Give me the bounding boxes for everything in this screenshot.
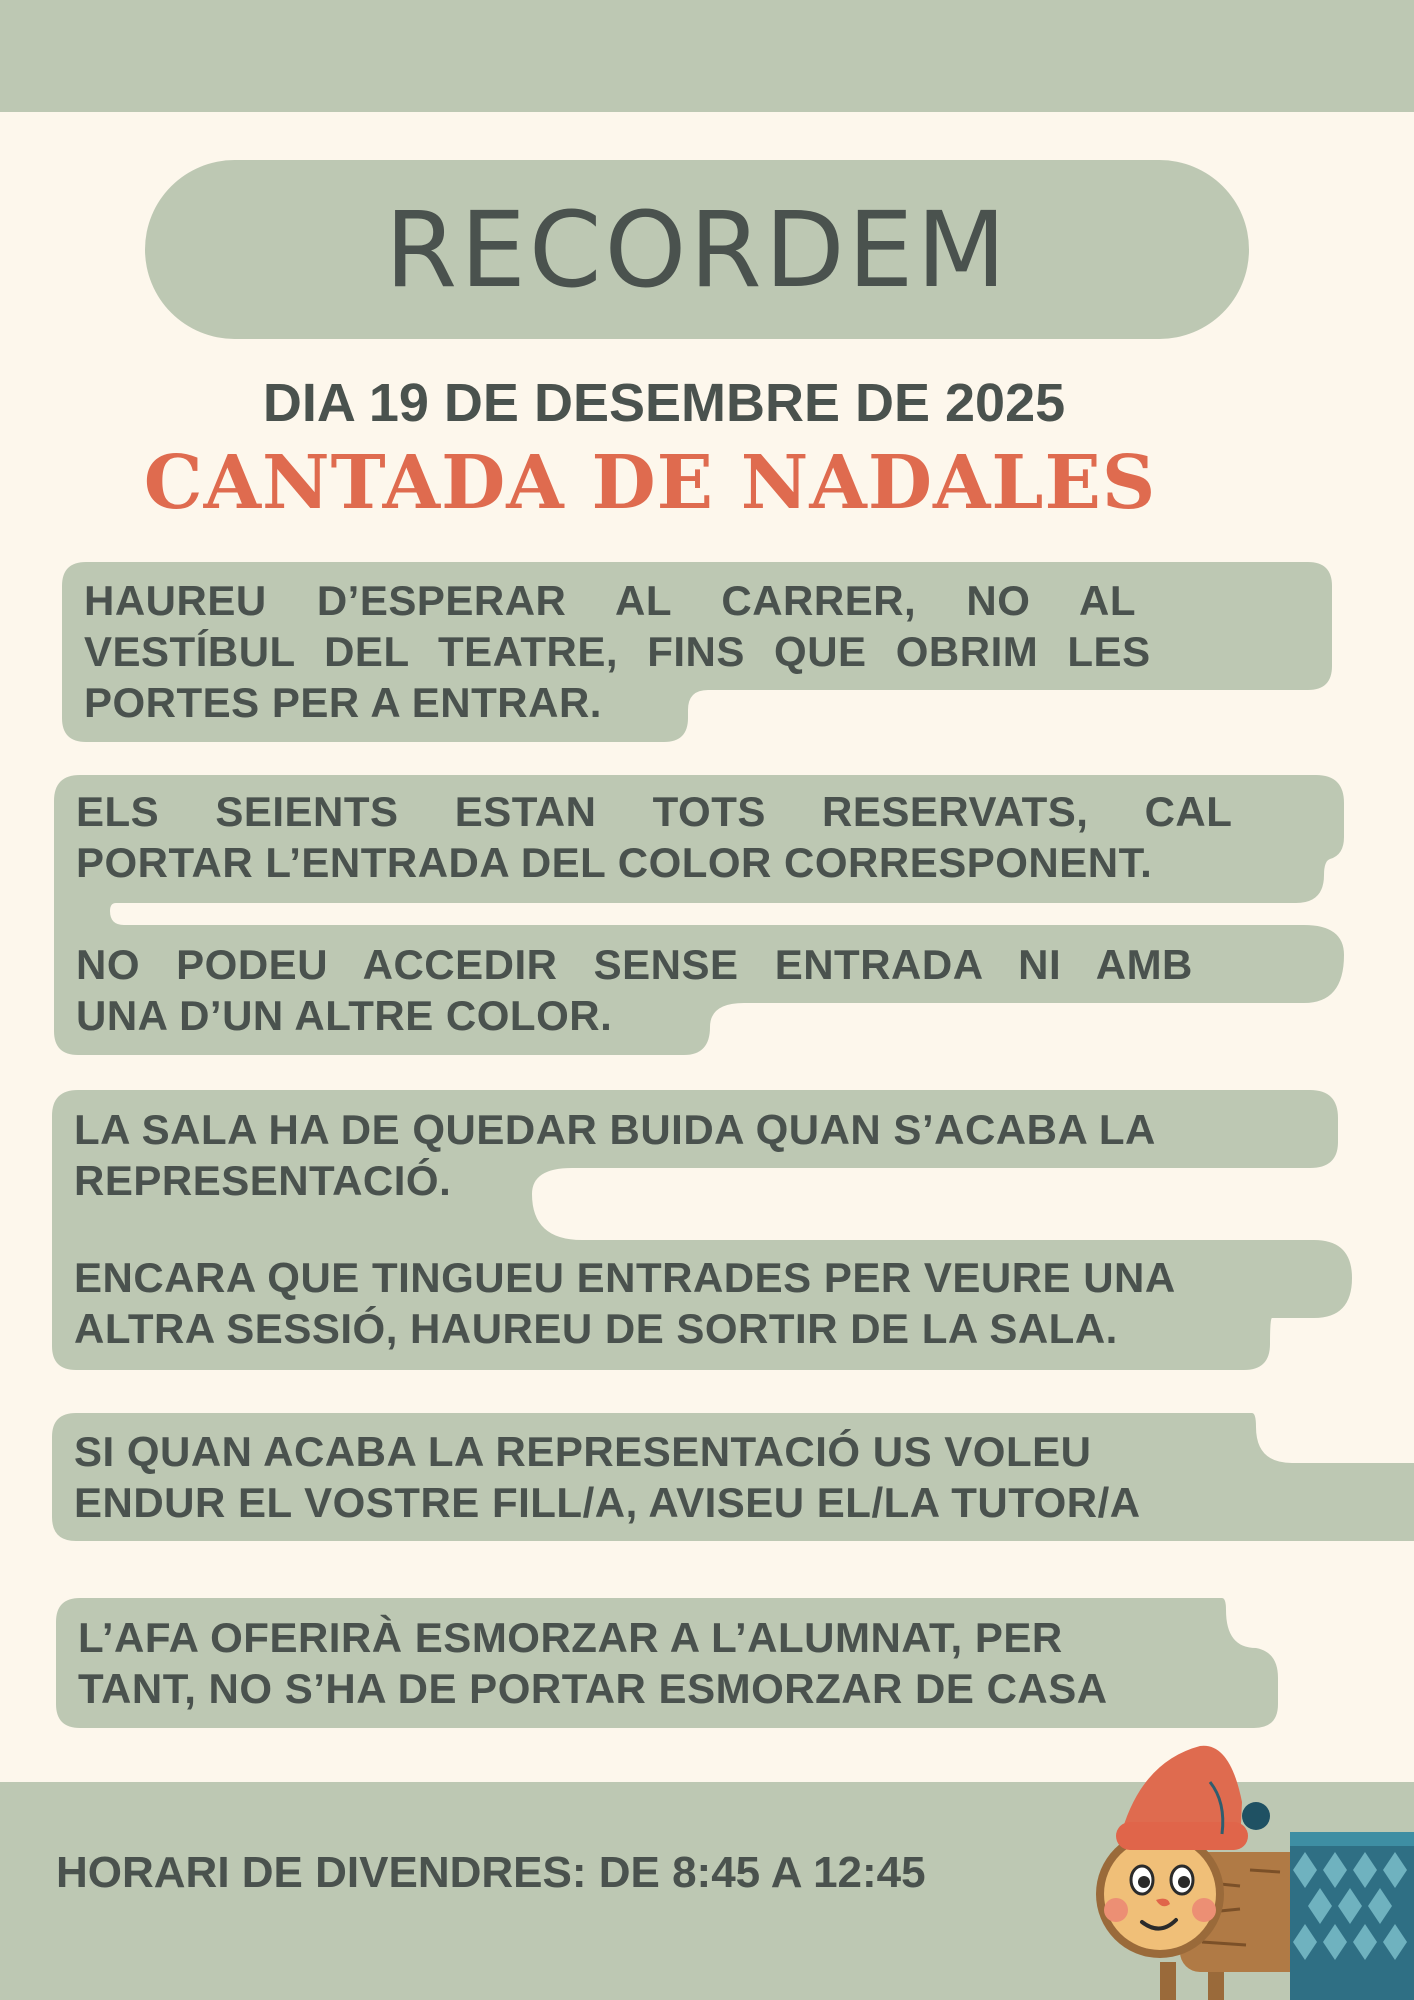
notice-line: NO PODEU ACCEDIR SENSE ENTRADA NI AMB [76, 941, 1193, 988]
notice-line: VESTÍBUL DEL TEATRE, FINS QUE OBRIM LES [84, 628, 1151, 675]
event-date: DIA 19 DE DESEMBRE DE 2025 [262, 373, 1066, 433]
notice-box-4 [52, 1413, 1414, 1541]
notice-line: TANT, NO S’HA DE PORTAR ESMORZAR DE CASA [78, 1665, 1108, 1712]
notice-line: UNA D’UN ALTRE COLOR. [76, 992, 613, 1039]
notice-box-3 [52, 1090, 1352, 1370]
page-title: RECORDEM [384, 188, 1010, 311]
schedule-text: HORARI DE DIVENDRES: DE 8:45 A 12:45 [56, 1848, 926, 1897]
notice-box-5 [56, 1598, 1278, 1728]
notice-box-1 [62, 562, 1332, 742]
notice-line: ELS SEIENTS ESTAN TOTS RESERVATS, CAL [76, 788, 1233, 835]
notice-line: SI QUAN ACABA LA REPRESENTACIÓ US VOLEU [74, 1428, 1092, 1475]
tio-de-nadal-icon [1090, 1742, 1414, 2000]
notice-line: HAUREU D’ESPERAR AL CARRER, NO AL [84, 577, 1136, 624]
notice-line: ALTRA SESSIÓ, HAUREU DE SORTIR DE LA SALA. [74, 1305, 1118, 1352]
top-band [0, 0, 1414, 112]
notice-line: ENDUR EL VOSTRE FILL/A, AVISEU EL/LA TUTOR/A [74, 1479, 1141, 1526]
notice-line: L’AFA OFERIRÀ ESMORZAR A L’ALUMNAT, PER [78, 1614, 1063, 1661]
notice-box-2 [54, 775, 1344, 1055]
event-name: CANTADA DE NADALES [143, 440, 1157, 526]
notice-line: ENCARA QUE TINGUEU ENTRADES PER VEURE UNA [74, 1254, 1176, 1301]
notice-line: REPRESENTACIÓ. [74, 1157, 452, 1204]
notice-line: PORTAR L’ENTRADA DEL COLOR CORRESPONENT. [76, 839, 1153, 886]
title-banner [145, 160, 1249, 339]
notice-line: LA SALA HA DE QUEDAR BUIDA QUAN S’ACABA LA [74, 1106, 1156, 1153]
notice-line: PORTES PER A ENTRAR. [84, 679, 602, 726]
